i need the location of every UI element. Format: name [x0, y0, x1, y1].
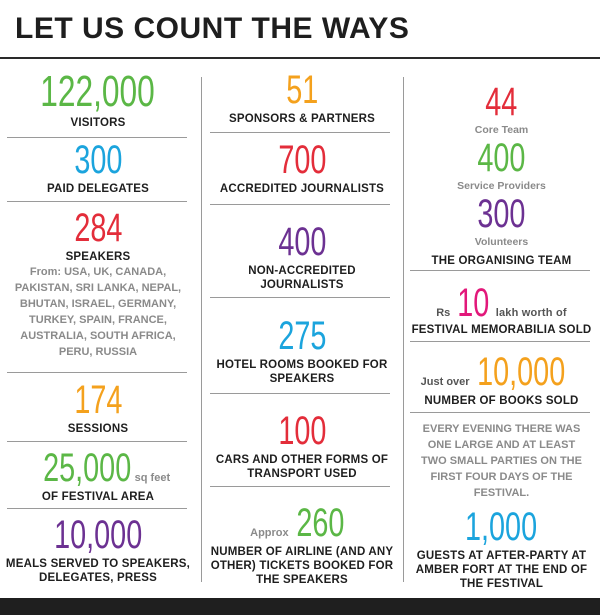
stat-value: 100: [277, 409, 327, 453]
stat-value: 260: [296, 501, 345, 545]
divider: [410, 412, 590, 413]
stat-value: 44: [485, 80, 518, 124]
stat-unit: sq feet: [134, 472, 171, 484]
divider: [7, 201, 187, 202]
stat-sponsors: [201, 70, 403, 126]
stat-value: 10: [456, 281, 490, 325]
divider: [210, 297, 390, 298]
stat-prefix: Just over: [420, 376, 470, 388]
stat-value: 51: [285, 68, 319, 112]
stat-sublabel: Volunteers: [474, 236, 529, 248]
stat-label: AMBER FORT AT THE END OF: [415, 564, 588, 576]
divider: [7, 372, 187, 373]
stat-speakers: [0, 208, 196, 360]
country-line: USA, UK, CANADA,: [64, 266, 167, 278]
stat-label: FESTIVAL MEMORABILIA SOLD: [411, 324, 592, 336]
organising-team-label: THE ORGANISING TEAM: [431, 255, 572, 267]
title-rule: [0, 57, 600, 59]
country-line: TURKEY, SPAIN, FRANCE,: [29, 314, 167, 326]
stat-value: 275: [277, 314, 327, 358]
country-line: PERU, RUSSIA: [58, 346, 138, 358]
divider: [210, 486, 390, 487]
divider: [210, 393, 390, 394]
stat-label: OTHER) TICKETS BOOKED FOR: [210, 560, 394, 572]
parties-note: [403, 421, 600, 501]
speaker-countries: [0, 264, 196, 360]
stat-label: SPONSORS & PARTNERS: [228, 113, 376, 125]
stat-label: SPEAKERS: [65, 251, 131, 263]
country-line: PAKISTAN, SRI LANKA, NEPAL,: [14, 282, 182, 294]
stat-meals: [0, 515, 196, 585]
divider: [7, 508, 187, 509]
from-prefix: From:: [29, 266, 62, 278]
stat-non-accredited-journalists: [201, 222, 403, 292]
stat-value: 10,000: [477, 350, 566, 394]
stat-value: 400: [477, 136, 526, 180]
divider: [410, 270, 590, 271]
stat-value: 1,000: [465, 505, 538, 549]
stat-books-sold: [403, 352, 600, 408]
stat-festival-area: [0, 448, 196, 504]
stat-value: 284: [73, 206, 123, 250]
stat-label: JOURNALISTS: [260, 279, 344, 291]
stat-label: THE FESTIVAL: [459, 578, 544, 590]
stat-airline-tickets: [201, 503, 403, 587]
stat-label: DELEGATES, PRESS: [38, 572, 157, 584]
country-line: AUSTRALIA, SOUTH AFRICA,: [20, 330, 176, 342]
divider: [210, 204, 390, 205]
stat-label: OF FESTIVAL AREA: [41, 491, 155, 503]
note-line: EVERY EVENING THERE WAS: [422, 423, 581, 435]
stat-suffix: lakh worth of: [495, 307, 567, 319]
stat-sublabel: Service Providers: [457, 180, 546, 192]
stat-label: NON-ACCREDITED: [248, 265, 356, 277]
stat-after-party-guests: [403, 507, 600, 591]
stat-hotel-rooms: [201, 316, 403, 386]
stat-accredited-journalists: [201, 140, 403, 196]
country-line: BHUTAN, ISRAEL, GERMANY,: [19, 298, 177, 310]
divider: [7, 441, 187, 442]
stat-value: 700: [277, 138, 327, 182]
stat-label: TRANSPORT USED: [247, 468, 357, 480]
stat-label: VISITORS: [70, 117, 126, 129]
stat-label: NUMBER OF BOOKS SOLD: [424, 395, 579, 407]
stat-cars: [201, 411, 403, 481]
stat-label: HOTEL ROOMS BOOKED FOR: [216, 359, 388, 371]
stat-memorabilia: [403, 283, 600, 337]
stat-value: 122,000: [40, 67, 156, 116]
stat-label: PAID DELEGATES: [46, 183, 150, 195]
stat-sessions: [0, 380, 196, 436]
stat-value: 174: [73, 378, 123, 422]
stat-label: MEALS SERVED TO SPEAKERS,: [5, 558, 191, 570]
stat-visitors: [0, 67, 196, 130]
note-line: ONE LARGE AND AT LEAST: [427, 439, 576, 451]
stat-prefix: Rs: [436, 307, 451, 319]
stat-value: 400: [277, 220, 327, 264]
stat-service-providers: [403, 138, 600, 193]
stat-volunteers: [403, 194, 600, 268]
footer-bar: [0, 598, 600, 615]
stat-value: 300: [477, 192, 526, 236]
stat-label: GUESTS AT AFTER-PARTY AT: [416, 550, 587, 562]
note-line: FESTIVAL.: [473, 487, 530, 499]
stat-label: CARS AND OTHER FORMS OF: [215, 454, 389, 466]
stat-label: THE SPEAKERS: [256, 574, 348, 586]
stat-value: 25,000: [42, 446, 132, 490]
note-line: TWO SMALL PARTIES ON THE: [421, 455, 582, 467]
stat-label: ACCREDITED JOURNALISTS: [219, 183, 385, 195]
stat-label: SESSIONS: [67, 423, 129, 435]
divider: [210, 132, 390, 133]
stat-label: NUMBER OF AIRLINE (AND ANY: [210, 546, 394, 558]
note-line: FIRST FOUR DAYS OF THE: [430, 471, 573, 483]
stat-core-team: [403, 82, 600, 137]
divider: [410, 341, 590, 342]
stat-value: 300: [73, 138, 123, 182]
stat-sublabel: Core Team: [474, 124, 529, 136]
stat-prefix: Approx: [250, 527, 289, 539]
stat-value: 10,000: [53, 513, 143, 557]
stat-paid-delegates: [0, 140, 196, 196]
page-title: LET US COUNT THE WAYS: [15, 12, 410, 45]
stat-label: SPEAKERS: [269, 373, 335, 385]
